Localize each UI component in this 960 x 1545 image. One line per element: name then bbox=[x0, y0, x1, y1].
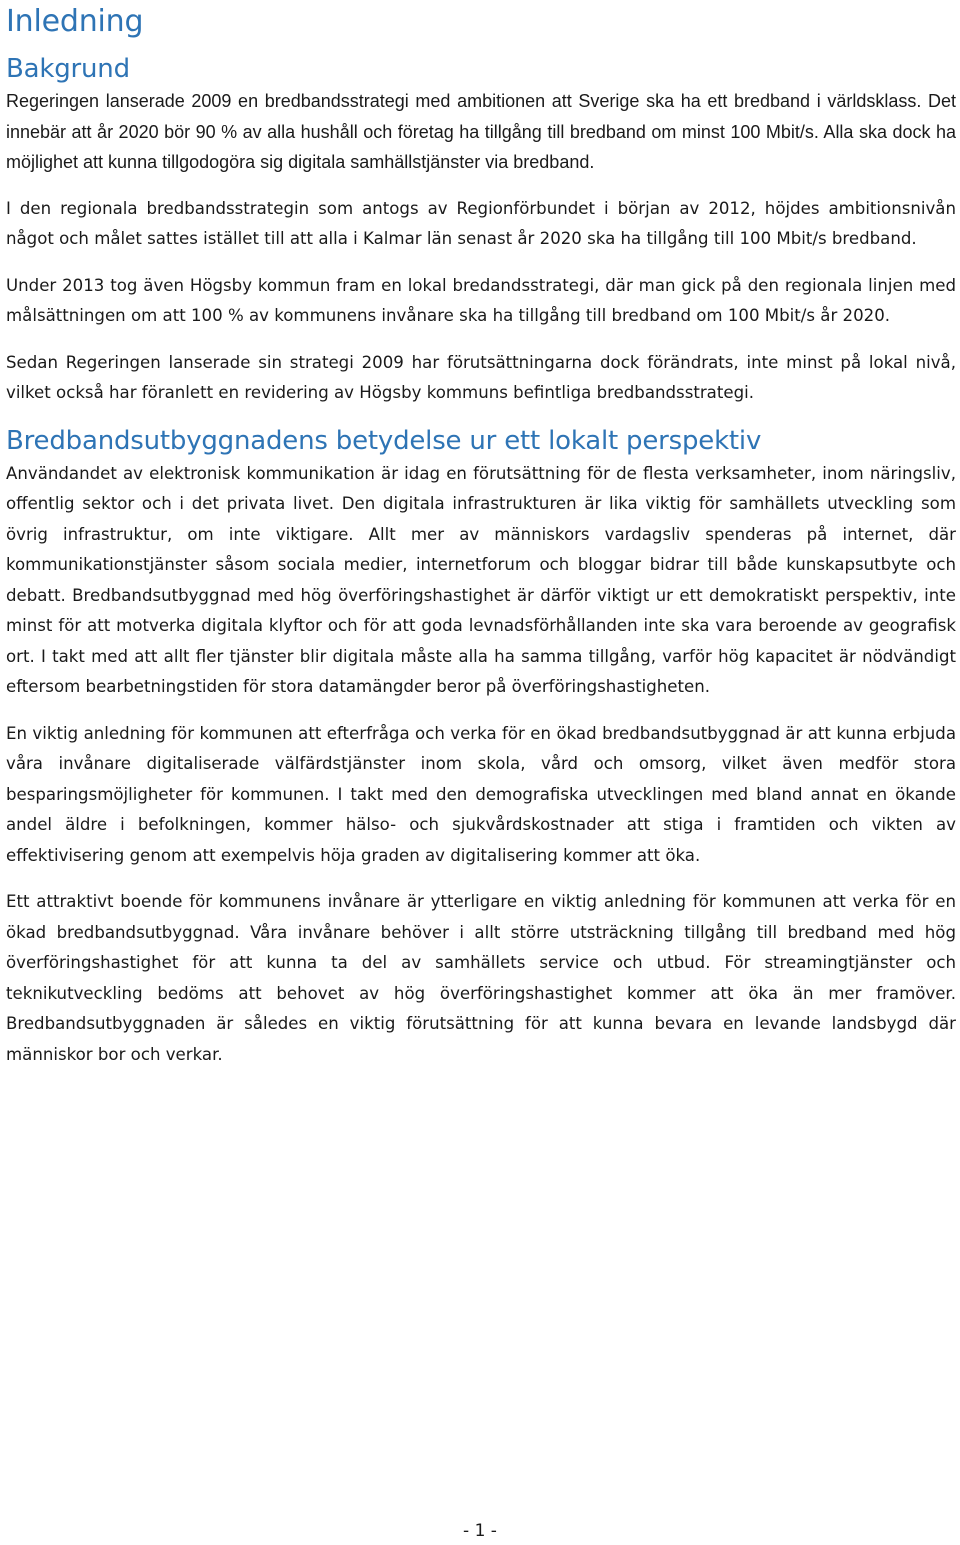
paragraph: Sedan Regeringen lanserade sin strategi 2009 har förutsättningarna dock förändrats, inte minst på lokal nivå, vilket också har föranlett en revidering av Högsby kommuns befintliga bredbandsstrategi. bbox=[6, 352, 956, 402]
document-page bbox=[6, 0, 956, 1070]
section-heading-perspektiv: Bredbandsutbyggnadens betydelse ur ett lokalt perspektiv bbox=[6, 425, 762, 456]
paragraph: Regeringen lanserade 2009 en bredbandsstrategi med ambitionen att Sverige ska ha ett bredband i världsklass. Det innebär att år 2020 bör 90 % av alla hushåll och företag ha tillgång till bredband om minst 100 Mbit/s. Alla ska dock ha möjlighet att kunna tillgodogöra sig digitala samhällstjänster via bredband. bbox=[6, 91, 956, 172]
page-number: - 1 - bbox=[463, 1521, 497, 1541]
chapter-heading: Inledning bbox=[6, 4, 144, 39]
paragraph: Användandet av elektronisk kommunikation är idag en förutsättning för de flesta verksamheter, inom näringsliv, offentlig sektor och i det privata livet. Den digitala infrastrukturen är lika viktig för samhällets utveckling som övrig infrastruktur, om inte viktigare. Allt mer av människors vardagsliv spenderas på internet, där kommunikationstjänster såsom sociala medier, internetforum och bloggar bidrar till både kunskapsutbyte och debatt. Bredbandsutbyggnad med hög överföringshastighet är därför viktigt ur ett demokratiskt perspektiv, inte minst för att motverka digitala klyftor och för att goda levnadsförhållanden inte ska vara beroende av geografisk ort. I takt med att allt fler tjänster blir digitala måste alla ha samma tillgång, varför hög kapacitet är nödvändigt eftersom bearbetningstiden för stora datamängder beror på överföringshastigheten. bbox=[6, 463, 956, 696]
paragraph: Ett attraktivt boende för kommunens invånare är ytterligare en viktig anledning för kommunen att verka för en ökad bredbandsutbyggnad. Våra invånare behöver i allt större utsträckning tillgång till bredband med hög överföringshastighet för att kunna ta del av samhällets service och utbud. För streamingtjänster och teknikutveckling bedöms att behovet av hög överföringshastighet kommer att öka än mer framöver. Bredbandsutbyggnaden är således en viktig förutsättning för att kunna bevara en levande landsbygd där människor bor och verkar. bbox=[6, 892, 956, 1064]
section-heading-bakgrund: Bakgrund bbox=[6, 54, 130, 84]
paragraph: I den regionala bredbandsstrategin som antogs av Regionförbundet i början av 2012, höjdes ambitionsnivån något och målet sattes istället till att alla i Kalmar län senast år 2020 ska ha tillgång till 100 Mbit/s bredband. bbox=[6, 198, 956, 248]
paragraph: En viktig anledning för kommunen att efterfråga och verka för en ökad bredbandsutbyggnad är att kunna erbjuda våra invånare digitaliserade välfärdstjänster inom skola, vård och omsorg, vilket även medför stora besparingsmöjligheter för kommunen. I takt med den demografiska utvecklingen med bland annat en ökande andel äldre i befolkningen, kommer hälso- och sjukvårdskostnader att stiga i framtiden och vikten av effektivisering genom att exempelvis höja graden av digitalisering kommer att öka. bbox=[6, 723, 956, 865]
paragraph: Under 2013 tog även Högsby kommun fram en lokal bredandsstrategi, där man gick på den regionala linjen med målsättningen om att 100 % av kommunens invånare ska ha tillgång till bredband om 100 Mbit/s år 2020. bbox=[6, 275, 956, 325]
